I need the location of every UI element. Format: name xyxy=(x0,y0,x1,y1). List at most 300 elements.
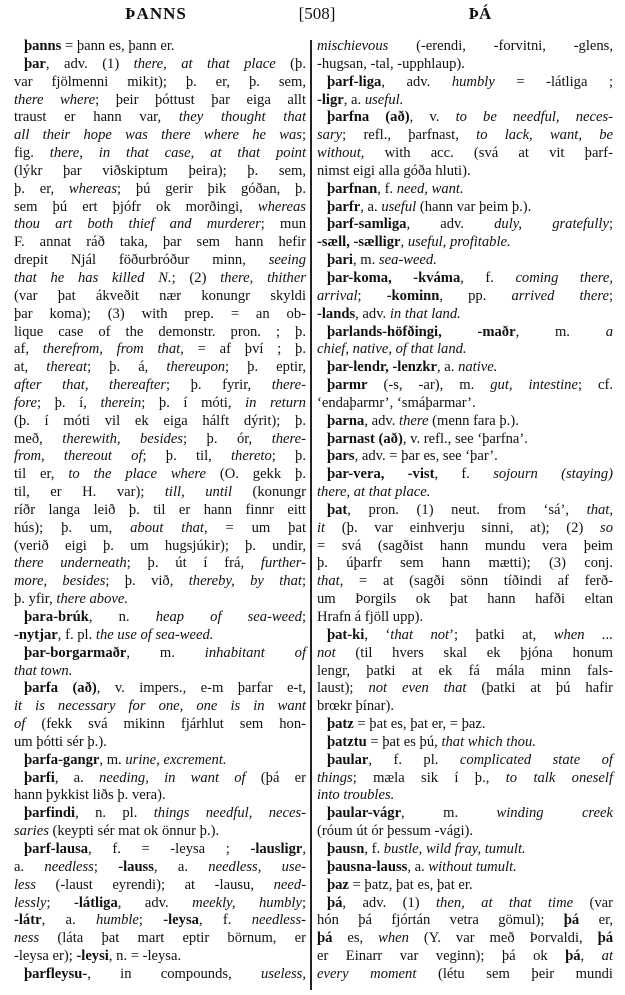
definition-text: chief, native, of that land. xyxy=(317,341,467,358)
entry-line xyxy=(317,859,613,877)
body-text: , f. xyxy=(434,466,494,483)
body-text: drepit Njál föðurbróður minn, xyxy=(14,252,269,269)
body-text: , xyxy=(79,145,99,162)
definition-text: needless- xyxy=(251,912,306,929)
entry-line xyxy=(317,895,613,913)
body-text: (var þat ákveðit nær konungr skyldi xyxy=(14,287,306,304)
body-text: , f. xyxy=(377,180,397,197)
definition-text: there, thither xyxy=(220,269,306,286)
entry-line xyxy=(14,841,306,859)
definition-text: arrival xyxy=(317,287,358,304)
headword: þarf-liga xyxy=(327,73,382,90)
definition-text: about that xyxy=(130,519,204,536)
headword: þat xyxy=(327,501,348,518)
text-line xyxy=(14,377,306,395)
definition-text: when ... xyxy=(553,626,613,643)
text-line xyxy=(14,466,306,484)
text-line xyxy=(14,181,306,199)
body-text: (-laust eyrendi); at -lausu, xyxy=(35,876,274,893)
body-text: af, xyxy=(14,341,43,358)
body-text: ; cf. xyxy=(577,377,613,394)
entry-line xyxy=(14,38,306,56)
body-text: (hann var þeim þ.). xyxy=(416,198,532,215)
running-head-right: ÞÁ xyxy=(468,4,492,23)
headword: þausn xyxy=(327,840,365,857)
left-column xyxy=(14,38,306,984)
definition-text: thereby, by that xyxy=(188,573,302,590)
definition-text: there above. xyxy=(56,591,128,608)
body-text: (fekk svá mikinn fjárhlut sem hon- xyxy=(25,716,306,733)
definition-text: that, xyxy=(586,501,613,518)
definition-text: in return xyxy=(245,394,306,411)
body-text: ; þ. eptir, xyxy=(225,359,306,376)
headword: -látliga xyxy=(73,894,118,911)
definition-text: more, besides xyxy=(14,573,106,590)
text-line xyxy=(14,859,306,877)
body-text: , m. xyxy=(352,252,379,269)
body-text: þ. úþarfr sem hann mætti); (3) conj. xyxy=(317,555,613,572)
text-line xyxy=(14,538,306,556)
definition-text: thereupon xyxy=(166,359,226,376)
text-line xyxy=(14,734,306,752)
body-text: var fjölmenni mikit); þ. er, þ. sem, xyxy=(14,73,306,90)
column-divider xyxy=(310,40,312,990)
body-text: , a. xyxy=(437,359,459,376)
entry-line xyxy=(14,609,306,627)
entry-line xyxy=(317,734,613,752)
body-text: , ‘ xyxy=(364,626,391,643)
body-text: , = um þat xyxy=(203,519,307,536)
body-text: Hrafn á fjöll upp). xyxy=(317,609,424,625)
text-line xyxy=(14,413,306,431)
definition-text: in that case xyxy=(98,145,191,162)
body-text: (-erendi, -forvitni, -glens, xyxy=(388,38,613,54)
definition-text: sary xyxy=(317,127,343,144)
definition-text: there underneath xyxy=(14,555,127,572)
definition-text: without xyxy=(317,145,361,162)
definition-text: to be needful, neces- xyxy=(455,109,613,126)
headword: þarfindi xyxy=(24,805,76,822)
definition-text: thereat xyxy=(46,359,88,376)
headword: þarfleysu- xyxy=(24,965,88,982)
running-head-left: ÞANNS xyxy=(125,4,187,23)
body-text: , = af því ; þ. xyxy=(180,341,306,358)
body-text: ; þ. í, xyxy=(36,394,101,411)
body-text: -leysa er); xyxy=(14,948,77,965)
headword: þarfi xyxy=(24,769,55,786)
body-text: ; þ. út í frá, xyxy=(126,555,261,572)
definition-text: useful. xyxy=(364,91,404,108)
definition-text: useless, xyxy=(261,965,306,982)
body-text: ; þ. í móti, xyxy=(141,394,246,411)
text-line xyxy=(317,395,613,413)
body-text: (þatki at þú hafir xyxy=(466,680,613,697)
text-line xyxy=(14,573,306,591)
text-line xyxy=(14,520,306,538)
body-text: , m. xyxy=(126,644,205,661)
body-text: ; xyxy=(93,858,119,875)
text-line xyxy=(317,787,613,805)
body-text: ; xyxy=(46,894,74,911)
headword: -lausligr xyxy=(250,840,303,857)
entry-line xyxy=(14,966,306,984)
headword: þat-ki xyxy=(327,626,365,643)
text-line xyxy=(14,145,306,163)
definition-text: till, until xyxy=(164,484,232,501)
body-text: (til hvers skal ek þjóna honum xyxy=(335,644,613,661)
definition-text: less xyxy=(14,876,36,893)
body-text: a. xyxy=(14,858,45,875)
definition-text: whereas xyxy=(68,180,118,197)
text-line xyxy=(14,502,306,520)
entry-line xyxy=(14,680,306,698)
entry-line xyxy=(14,56,306,74)
headword: þar-vera, -vist xyxy=(327,466,435,483)
definition-text: there xyxy=(399,412,429,429)
body-text: (láta þat mart eptir börnum, er xyxy=(39,930,306,947)
body-text: ; refl., þarfnast, xyxy=(342,127,477,144)
definition-text: coming there, xyxy=(515,269,613,286)
body-text: , = at (sagði sönn tíðindi af ferð- xyxy=(339,573,613,590)
entry-line xyxy=(317,431,613,449)
body-text: þ. er, xyxy=(14,180,69,197)
text-line xyxy=(317,341,613,359)
text-line xyxy=(317,306,613,324)
definition-text: humbly xyxy=(451,73,495,90)
text-line xyxy=(14,948,306,966)
page-number: [508] xyxy=(298,4,336,23)
definition-text: into troubles. xyxy=(317,787,395,804)
headword: þarf-samliga xyxy=(327,216,407,233)
body-text: (þ. xyxy=(275,55,306,72)
body-text: ; mun xyxy=(260,216,306,233)
body-text: = svá (sagðist hann mundu vera þeim xyxy=(317,537,613,554)
definition-text: complicated state of xyxy=(459,751,613,768)
definition-text: there xyxy=(49,145,80,162)
text-line xyxy=(14,359,306,377)
body-text: ; þ. við, xyxy=(105,573,189,590)
body-text: , f. pl. xyxy=(57,626,96,643)
body-text: til, er H. var); xyxy=(14,484,165,501)
headword: þá xyxy=(565,948,581,965)
text-line xyxy=(317,573,613,591)
definition-text: things needful, neces- xyxy=(153,805,306,822)
body-text: ‘endaþarmr’, ‘smáþarmar’. xyxy=(317,394,476,411)
text-line xyxy=(14,912,306,930)
definition-text: from, thereout of xyxy=(14,448,143,465)
body-text: lengr, þatki at ek fá mála minn fals- xyxy=(317,662,613,679)
definition-text: to lack, want, be xyxy=(476,127,613,144)
body-text: , v. impers., e-m þarfar e-t, xyxy=(96,680,306,697)
definition-text: things xyxy=(317,769,353,786)
text-line xyxy=(14,787,306,805)
body-text: , f. pl. xyxy=(368,751,460,768)
text-line xyxy=(317,234,613,252)
text-line xyxy=(317,609,613,627)
headword: þar-borgarmaðr xyxy=(24,644,127,661)
body-text: sem þú ert þjófr ok morðingi, xyxy=(14,198,258,215)
headword: þaz xyxy=(327,876,349,893)
headword: þarfna (að) xyxy=(327,109,410,126)
text-line xyxy=(14,484,306,502)
text-line xyxy=(317,56,613,74)
body-text: , f. = -leysa ; xyxy=(88,840,251,857)
text-line xyxy=(317,645,613,663)
headword: þá xyxy=(597,930,613,947)
body-text: , f. xyxy=(460,269,516,286)
headword: þarfr xyxy=(327,198,361,215)
text-line xyxy=(317,948,613,966)
text-line xyxy=(14,288,306,306)
headword: þar-lendr, -lenzkr xyxy=(327,359,437,376)
definition-text: mischievous xyxy=(317,38,389,54)
body-text: , adv. xyxy=(406,216,495,233)
body-text: , pp. xyxy=(439,287,512,304)
body-text: ; þ. fyrir, xyxy=(166,377,272,394)
definition-text: needless, use- xyxy=(208,858,306,875)
headword: þar-koma, -kváma xyxy=(327,269,461,286)
text-line xyxy=(14,74,306,92)
definition-text: it is necessary for one, one is in want xyxy=(14,698,306,715)
headword: -látr xyxy=(14,912,42,929)
headword: þarlands-höfðingi, -maðr xyxy=(327,323,516,340)
headword: þari xyxy=(327,252,353,269)
definition-text: further- xyxy=(260,555,306,572)
body-text: , v. refl., see ‘þarfna’. xyxy=(402,430,528,447)
text-line xyxy=(317,38,613,56)
body-text: ’; þatki at, xyxy=(449,626,554,643)
entry-line xyxy=(317,877,613,895)
body-text: , xyxy=(302,840,306,857)
body-text: at, xyxy=(14,359,47,376)
body-text: ; þ. xyxy=(271,448,306,465)
entry-line xyxy=(317,502,613,520)
text-line xyxy=(317,520,613,538)
definition-text: need, want. xyxy=(396,180,464,197)
text-line xyxy=(317,680,613,698)
text-line xyxy=(14,341,306,359)
headword: þatztu xyxy=(327,733,367,750)
definition-text: useful xyxy=(381,198,417,215)
text-line xyxy=(14,216,306,234)
entry-line xyxy=(317,216,613,234)
definition-text: meekly, humbly xyxy=(192,894,302,911)
headword: -leysi xyxy=(76,948,109,965)
definition-text: to the place where xyxy=(68,466,206,483)
text-line xyxy=(14,163,306,181)
body-text: ; mæla sik í þ., xyxy=(352,769,506,786)
text-line xyxy=(14,234,306,252)
body-text: = þatz, þat es, þat er. xyxy=(348,876,473,893)
headword: þarfa (að) xyxy=(24,680,97,697)
definition-text: it xyxy=(317,519,326,536)
definition-text: duly, gratefully xyxy=(494,216,609,233)
body-text: , a. xyxy=(41,912,96,929)
headword: þatz xyxy=(327,716,354,733)
entry-line xyxy=(317,377,613,395)
body-text: = þat es, þat er, = þaz. xyxy=(353,716,486,733)
text-line xyxy=(14,252,306,270)
body-text: F. annat ráð taka, þar sem hann hefir xyxy=(14,234,306,251)
body-text: , xyxy=(190,145,211,162)
body-text: er Einarr var veginn); þá ok xyxy=(317,948,566,965)
definition-text: heap of sea-weed xyxy=(155,609,302,625)
headword: þaular xyxy=(327,751,369,768)
headword: þarmr xyxy=(327,377,368,394)
definition-text: therein xyxy=(100,394,142,411)
definition-text: fore xyxy=(14,394,37,411)
definition-text: thou art both thief and murderer xyxy=(14,216,261,233)
body-text: (róum út ór þessum -vági). xyxy=(317,823,474,840)
definition-text: there, at that place xyxy=(133,55,276,72)
body-text: til er, xyxy=(14,466,69,483)
body-text: þ. yfir, xyxy=(14,591,57,608)
text-line xyxy=(317,555,613,573)
definition-text: therefrom, from that xyxy=(42,341,181,358)
definition-text: sojourn (staying) xyxy=(493,466,613,483)
headword: þara-brúk xyxy=(24,609,89,625)
text-line xyxy=(317,92,613,110)
body-text: , adv. xyxy=(381,73,452,90)
body-text: (lýkr þar viðskiptum þeira); þ. sem, xyxy=(14,162,306,179)
definition-text: to talk oneself xyxy=(505,769,614,786)
body-text: ; þú gerir þik góðan, þ. xyxy=(117,180,306,197)
text-line xyxy=(317,912,613,930)
definition-text: sea-weed. xyxy=(378,252,437,269)
body-text: þar koma); (3) with prep. = an ob- xyxy=(14,305,306,322)
body-text: ; þeir þóttust þar eiga allt xyxy=(95,91,306,108)
headword: -ligr xyxy=(317,91,344,108)
definition-text: a xyxy=(605,323,613,340)
body-text: (þá er xyxy=(245,769,306,786)
text-line xyxy=(317,484,613,502)
body-text: , a. xyxy=(407,858,429,875)
body-text: , xyxy=(400,234,408,251)
body-text: hús); þ. um, xyxy=(14,519,131,536)
headword: þar xyxy=(24,55,46,72)
body-text: , adv. xyxy=(355,305,390,322)
text-line xyxy=(14,877,306,895)
definition-text: needless xyxy=(44,858,94,875)
headword: -sæll, -sælligr xyxy=(317,234,401,251)
body-text: , in compounds, xyxy=(87,965,261,982)
body-text: , adv. (1) xyxy=(342,894,436,911)
definition-text: not even that xyxy=(368,680,467,697)
definition-text: gut, intestine xyxy=(490,377,578,394)
definition-text: useful, profitable. xyxy=(407,234,511,251)
body-text: = -látliga ; xyxy=(494,73,614,90)
definition-text: that town. xyxy=(14,662,73,679)
body-text: ; xyxy=(608,287,613,304)
body-text: fig. xyxy=(14,145,50,162)
definition-text: ness xyxy=(14,930,40,947)
text-line xyxy=(14,555,306,573)
definition-text: winding creek xyxy=(496,805,613,822)
body-text: ; xyxy=(301,894,307,911)
definition-text: whereas xyxy=(257,198,306,215)
text-line xyxy=(317,770,613,788)
body-text: ; xyxy=(138,912,164,929)
headword: -nytjar xyxy=(14,626,58,643)
headword: þanns xyxy=(24,38,62,54)
right-column xyxy=(317,38,613,984)
body-text: ; xyxy=(301,573,306,590)
body-text: nimst eigi alla góða hluti). xyxy=(317,162,471,179)
text-line xyxy=(14,199,306,217)
body-text: , a. xyxy=(360,198,382,215)
definition-text: of xyxy=(14,716,26,733)
body-text: ríðr langa leið þ. til er hann finnr eitt xyxy=(14,501,306,518)
text-line xyxy=(317,663,613,681)
body-text: , adv. = þar es, see ‘þar’. xyxy=(354,448,498,465)
body-text: ; xyxy=(301,609,306,625)
text-line xyxy=(317,288,613,306)
definition-text: there- xyxy=(271,377,306,394)
body-text: , adv. xyxy=(364,412,400,429)
body-text: , m. xyxy=(401,805,497,822)
headword: þars xyxy=(327,448,355,465)
entry-line xyxy=(317,627,613,645)
definition-text: inhabitant of xyxy=(204,644,306,661)
body-text: = þann es, þann er. xyxy=(64,38,175,54)
body-text: , a. xyxy=(54,769,100,786)
entry-line xyxy=(317,109,613,127)
definition-text: bustle, wild fray, tumult. xyxy=(383,840,526,857)
headword: þá xyxy=(327,894,343,911)
body-text: brœkr þínar). xyxy=(317,698,394,715)
body-text: (þ. var einhverju sinni, at); (2) xyxy=(325,519,601,536)
text-line xyxy=(14,930,306,948)
definition-text: all their hope was there where he was xyxy=(14,127,302,144)
entry-line xyxy=(317,199,613,217)
body-text: (-s, -ar), m. xyxy=(367,377,491,394)
text-line xyxy=(14,663,306,681)
text-line xyxy=(317,163,613,181)
definition-text: then, at that time xyxy=(436,894,574,911)
text-line xyxy=(14,627,306,645)
text-line xyxy=(14,127,306,145)
text-line xyxy=(14,324,306,342)
entry-line xyxy=(317,805,613,823)
definition-text: that not xyxy=(390,626,450,643)
text-line xyxy=(14,306,306,324)
body-text: (létu sem þeir mundi xyxy=(416,965,613,982)
text-line xyxy=(14,395,306,413)
body-text: , adv. xyxy=(117,894,193,911)
definition-text: that he has killed N. xyxy=(14,269,172,286)
definition-text: every moment xyxy=(317,965,417,982)
definition-text: humble xyxy=(95,912,139,929)
text-line xyxy=(14,431,306,449)
headword: þarna xyxy=(327,412,365,429)
definition-text: urine, excrement. xyxy=(125,751,227,768)
headword: þarnast (að) xyxy=(327,430,403,447)
body-text: , with acc. (svá at vit þarf- xyxy=(360,145,613,162)
definition-text: without tumult. xyxy=(428,858,517,875)
headword: þaular-vágr xyxy=(327,805,402,822)
text-line xyxy=(317,966,613,984)
text-line xyxy=(14,270,306,288)
body-text: (Y. var með Þorvaldi, xyxy=(408,930,598,947)
entry-line xyxy=(317,359,613,377)
text-line xyxy=(14,92,306,110)
body-text: , n. = -leysa. xyxy=(108,948,182,965)
definition-text: that xyxy=(317,573,340,590)
text-line xyxy=(14,698,306,716)
definition-text: native. xyxy=(458,359,498,376)
body-text: , adv. (1) xyxy=(45,55,134,72)
definition-text: needing, in want of xyxy=(99,769,246,786)
